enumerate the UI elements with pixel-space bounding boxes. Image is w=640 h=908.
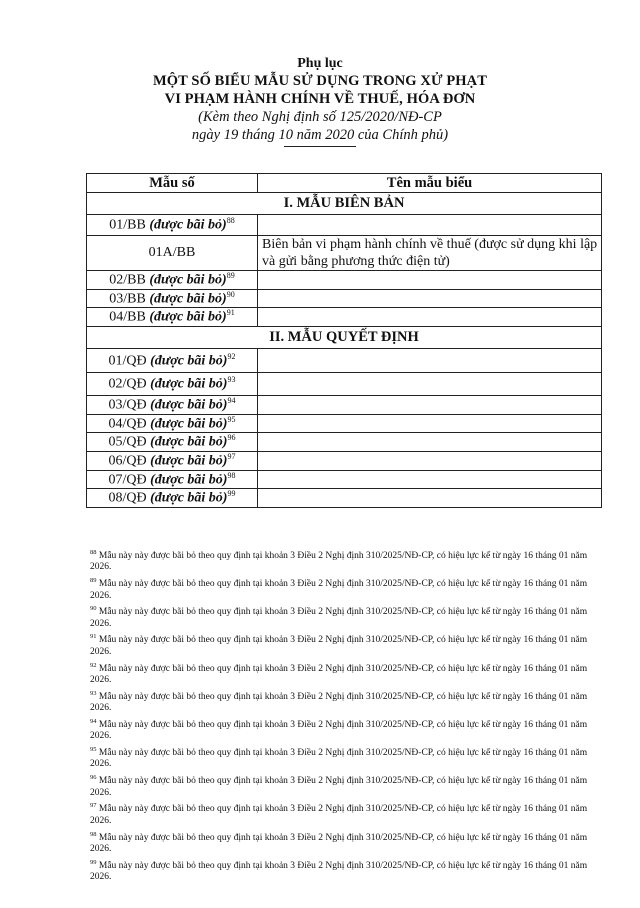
- form-code: 01/QĐ: [108, 353, 147, 369]
- footnote-number: 90: [90, 605, 97, 613]
- footnote-ref[interactable]: 88: [226, 216, 235, 226]
- table-section-row: [87, 193, 602, 215]
- table-row: [87, 451, 602, 470]
- footnote-item: [90, 772, 602, 799]
- footnote-text: Mẫu này này được bãi bỏ theo quy định tại khoản 3 Điều 2 Nghị định 310/2025/NĐ-CP, có hiệu lực kể từ ngày 16 tháng 01 năm 2026.: [90, 804, 588, 826]
- footnote-number: 98: [90, 830, 97, 838]
- form-code-cell: [87, 395, 258, 414]
- footnote-ref[interactable]: 93: [227, 375, 236, 385]
- form-code-cell: [87, 289, 258, 308]
- footnote-text: Mẫu này này được bãi bỏ theo quy định tại khoản 3 Điều 2 Nghị định 310/2025/NĐ-CP, có hiệu lực kể từ ngày 16 tháng 01 năm 2026.: [90, 832, 588, 854]
- form-code: 01A/BB: [148, 245, 196, 260]
- column-header-code: Mẫu số: [87, 174, 258, 193]
- appendix-title: Phụ lục: [297, 56, 343, 71]
- table-row: [87, 489, 602, 508]
- form-name-cell: [258, 215, 602, 236]
- header-divider: [284, 146, 356, 147]
- form-name-cell: [258, 289, 602, 308]
- form-code-cell: [87, 215, 258, 236]
- table-row: [87, 348, 602, 372]
- form-code: 05/QĐ: [108, 434, 147, 450]
- form-name-cell: [258, 395, 602, 414]
- repealed-note: (được bãi bỏ): [150, 376, 228, 392]
- footnote-ref[interactable]: 89: [226, 271, 235, 280]
- footnote-item: [90, 575, 602, 602]
- form-code: 04/QĐ: [108, 416, 147, 432]
- footnote-text: Mẫu này này được bãi bỏ theo quy định tại khoản 3 Điều 2 Nghị định 310/2025/NĐ-CP, có hiệu lực kể từ ngày 16 tháng 01 năm 2026.: [90, 579, 588, 601]
- footnote-text: Mẫu này này được bãi bỏ theo quy định tại khoản 3 Điều 2 Nghị định 310/2025/NĐ-CP, có hiệu lực kể từ ngày 16 tháng 01 năm 2026.: [90, 720, 588, 742]
- footnote-text: Mẫu này này được bãi bỏ theo quy định tại khoản 3 Điều 2 Nghị định 310/2025/NĐ-CP, có hiệu lực kể từ ngày 16 tháng 01 năm 2026.: [90, 860, 588, 883]
- footnote-number: 97: [90, 802, 97, 810]
- footnote-ref[interactable]: 90: [226, 289, 235, 299]
- footnote-text: Mẫu này này được bãi bỏ theo quy định tại khoản 3 Điều 2 Nghị định 310/2025/NĐ-CP, có hiệu lực kể từ ngày 16 tháng 01 năm 2026.: [90, 607, 588, 629]
- footnote-text: Mẫu này này được bãi bỏ theo quy định tại khoản 3 Điều 2 Nghị định 310/2025/NĐ-CP, có hiệu lực kể từ ngày 16 tháng 01 năm 2026.: [90, 691, 588, 714]
- form-code: 04/BB: [109, 309, 146, 325]
- table-row: [87, 372, 602, 395]
- form-code-cell: [87, 271, 258, 290]
- form-name-cell: [258, 489, 602, 508]
- form-code-cell: [87, 433, 258, 452]
- column-header-name: Tên mẫu biểu: [258, 174, 602, 193]
- form-code: 06/QĐ: [108, 453, 147, 469]
- form-code-cell: [87, 451, 258, 470]
- document-header: [0, 56, 640, 147]
- table-row: [87, 215, 602, 236]
- footnote-number: 91: [90, 633, 97, 641]
- repealed-note: (được bãi bỏ): [150, 490, 228, 506]
- footnote-item: [90, 716, 602, 743]
- table-header-row: [87, 174, 602, 193]
- footnote-item: [90, 631, 602, 658]
- footnote-item: [90, 744, 602, 771]
- repealed-note: (được bãi bỏ): [149, 272, 227, 288]
- footnote-ref[interactable]: 98: [227, 470, 236, 480]
- footnote-ref[interactable]: 95: [227, 414, 236, 424]
- form-name-cell: [258, 348, 602, 372]
- footnote-item: [90, 857, 602, 884]
- section-title: I. MẪU BIÊN BẢN: [87, 193, 602, 215]
- repealed-note: (được bãi bỏ): [149, 309, 227, 325]
- table-section-row: [87, 326, 602, 348]
- footnote-number: 95: [90, 746, 97, 754]
- table-row: [87, 289, 602, 308]
- form-code-cell: [87, 236, 258, 271]
- table-row: [87, 308, 602, 327]
- form-name-cell: [258, 271, 602, 290]
- form-code-cell: [87, 372, 258, 395]
- repealed-note: (được bãi bỏ): [150, 453, 228, 469]
- form-code: 08/QĐ: [108, 490, 147, 506]
- table-row: [87, 236, 602, 271]
- footnote-ref[interactable]: 96: [227, 433, 236, 443]
- repealed-note: (được bãi bỏ): [149, 291, 227, 307]
- repealed-note: (được bãi bỏ): [150, 416, 228, 432]
- footnote-number: 93: [90, 689, 97, 697]
- table-row: [87, 271, 602, 290]
- footnote-text: Mẫu này này được bãi bỏ theo quy định tại khoản 3 Điều 2 Nghị định 310/2025/NĐ-CP, có hiệu lực kể từ ngày 16 tháng 01 năm 2026.: [90, 663, 588, 685]
- repealed-note: (được bãi bỏ): [150, 397, 228, 413]
- form-code-cell: [87, 470, 258, 489]
- form-code-cell: [87, 489, 258, 508]
- form-name-cell: [258, 433, 602, 452]
- form-code-cell: [87, 308, 258, 327]
- footnote-ref[interactable]: 99: [227, 489, 236, 499]
- form-code: 02/BB: [109, 272, 146, 288]
- repealed-note: (được bãi bỏ): [150, 472, 228, 488]
- form-code: 03/QĐ: [108, 397, 147, 413]
- heading-line-2: VI PHẠM HÀNH CHÍNH VỀ THUẾ, HÓA ĐƠN: [164, 91, 476, 107]
- form-name-cell: [258, 308, 602, 327]
- footnote-item: [90, 688, 602, 715]
- heading-line-1: MỘT SỐ BIỂU MẪU SỬ DỤNG TRONG XỬ PHẠT: [153, 73, 487, 89]
- form-name-cell: Biên bản vi phạm hành chính về thuế (được sử dụng khi lập và gửi bằng phương thức điện tử): [258, 236, 602, 271]
- form-code: 01/BB: [109, 217, 146, 233]
- footnote-number: 88: [90, 549, 97, 556]
- table-row: [87, 395, 602, 414]
- footnotes: [90, 547, 602, 885]
- form-name-cell: [258, 451, 602, 470]
- footnote-ref[interactable]: 92: [227, 351, 236, 361]
- footnote-text: Mẫu này này được bãi bỏ theo quy định tại khoản 3 Điều 2 Nghị định 310/2025/NĐ-CP, có hiệu lực kể từ ngày 16 tháng 01 năm 2026.: [90, 748, 588, 770]
- forms-table: [86, 173, 602, 508]
- form-code: 07/QĐ: [108, 472, 147, 488]
- footnote-item: [90, 547, 602, 574]
- form-code-cell: [87, 348, 258, 372]
- footnote-item: [90, 660, 602, 687]
- footnote-item: [90, 603, 602, 630]
- footnote-item: [90, 800, 602, 827]
- form-code: 03/BB: [109, 291, 146, 307]
- footnote-number: 89: [90, 577, 97, 585]
- subheading-line-1: (Kèm theo Nghị định số 125/2020/NĐ-CP: [198, 109, 442, 125]
- footnote-number: 99: [90, 858, 97, 866]
- subheading-line-2: ngày 19 tháng 10 năm 2020 của Chính phủ): [191, 127, 449, 143]
- section-title: II. MẪU QUYẾT ĐỊNH: [87, 326, 602, 348]
- footnote-number: 92: [90, 661, 97, 669]
- footnote-text: Mẫu này này được bãi bỏ theo quy định tại khoản 3 Điều 2 Nghị định 310/2025/NĐ-CP, có hiệu lực kể từ ngày 16 tháng 01 năm 2026.: [90, 635, 588, 657]
- footnote-ref[interactable]: 97: [227, 451, 236, 461]
- table-row: [87, 414, 602, 433]
- footnote-number: 96: [90, 774, 97, 782]
- footnote-item: [90, 829, 602, 856]
- form-name-cell: [258, 414, 602, 433]
- form-name-cell: [258, 470, 602, 489]
- table-row: [87, 433, 602, 452]
- repealed-note: (được bãi bỏ): [150, 353, 228, 369]
- form-code: 02/QĐ: [108, 376, 147, 392]
- footnote-text: Mẫu này này được bãi bỏ theo quy định tại khoản 3 Điều 2 Nghị định 310/2025/NĐ-CP, có hiệu lực kể từ ngày 16 tháng 01 năm 2026.: [90, 551, 588, 573]
- form-name-cell: [258, 372, 602, 395]
- form-code-cell: [87, 414, 258, 433]
- footnote-number: 94: [90, 717, 97, 725]
- repealed-note: (được bãi bỏ): [149, 217, 227, 233]
- repealed-note: (được bãi bỏ): [150, 434, 228, 450]
- footnote-ref[interactable]: 91: [226, 308, 235, 318]
- footnote-ref[interactable]: 94: [227, 395, 236, 405]
- footnote-text: Mẫu này này được bãi bỏ theo quy định tại khoản 3 Điều 2 Nghị định 310/2025/NĐ-CP, có hiệu lực kể từ ngày 16 tháng 01 năm 2026.: [90, 776, 588, 798]
- table-row: [87, 470, 602, 489]
